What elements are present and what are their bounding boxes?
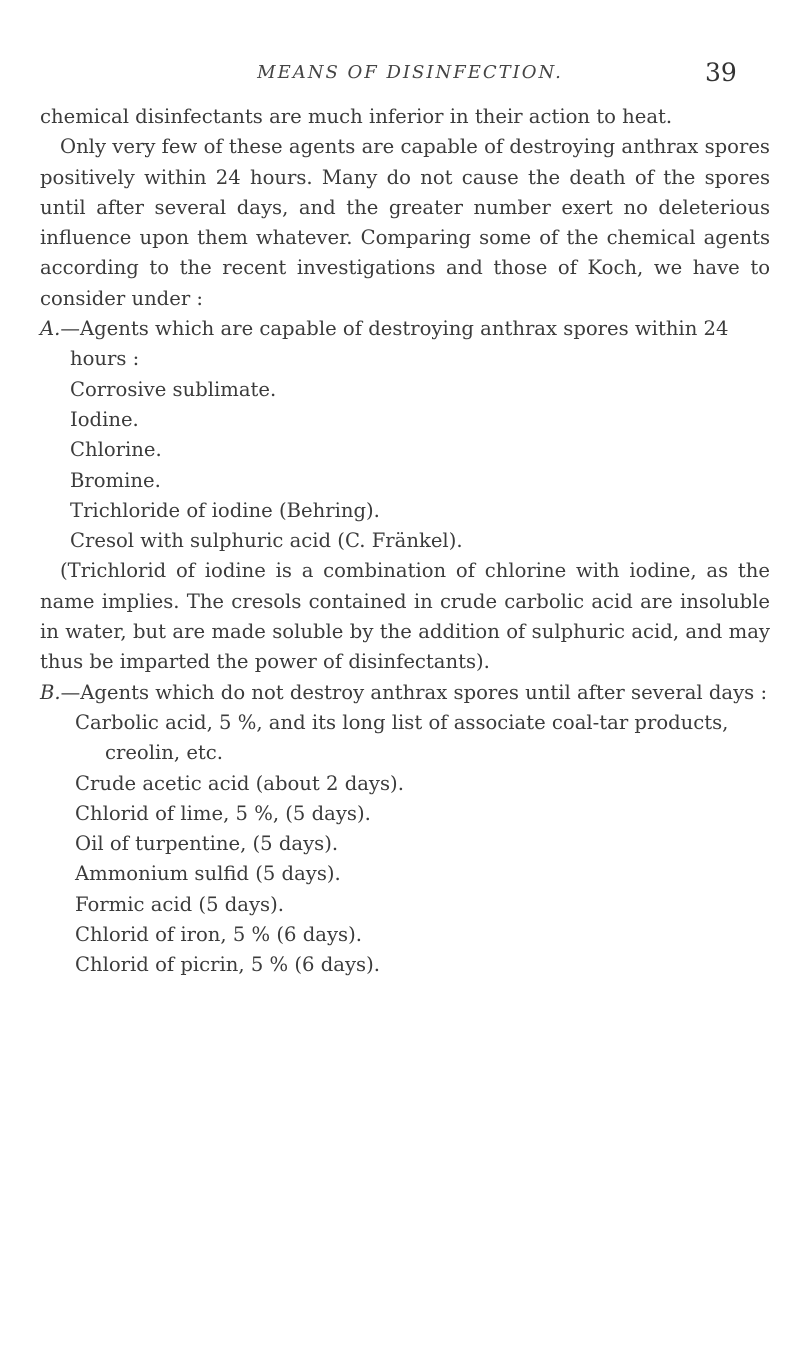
running-title: MEANS OF DISINFECTION. xyxy=(257,62,563,83)
section-b-label: B. xyxy=(40,680,61,704)
list-item: Chlorine. xyxy=(70,438,162,462)
list-item: Chlorid of lime, 5 %, (5 days). xyxy=(75,801,371,825)
section-b-list xyxy=(40,708,770,981)
section-a-heading-text: —Agents which are capable of destroying anthrax spores within 24 hours : xyxy=(60,317,729,371)
section-a-heading xyxy=(40,314,770,375)
list-item: Formic acid (5 days). xyxy=(75,892,284,916)
section-a-label: A. xyxy=(40,317,61,341)
list-item: Iodine. xyxy=(70,407,139,431)
list-item: Trichloride of iodine (Behring). xyxy=(70,498,380,522)
list-item: Crude acetic acid (about 2 days). xyxy=(75,771,404,795)
paragraph-note: (Trichlorid of iodine is a combination of chlorine with iodine, as the name implies. The cresols contained in crude carbolic acid are insoluble in water, but are made soluble by the addition of sulphuric acid, and may thus be imparted the power of disinfectants). xyxy=(40,559,770,674)
list-item: Chlorid of iron, 5 % (6 days). xyxy=(75,923,362,947)
paragraph-anthrax-agents: Only very few of these agents are capable of destroying anthrax spores positively within 24 hours. Many do not cause the death of the spores until after several days, and the greater number exert no deleterious influence upon them whatever. Comparing some of the chemical agents according to the recent investigations and those of Koch, we have to consider under : xyxy=(40,135,770,310)
list-item: Chlorid of picrin, 5 % (6 days). xyxy=(75,953,380,977)
list-item: Bromine. xyxy=(70,468,161,492)
section-b-heading-text: —Agents which do not destroy anthrax spores until after several days : xyxy=(60,680,768,704)
list-item: Ammonium sulfid (5 days). xyxy=(75,862,341,886)
section-b-heading xyxy=(40,678,770,708)
list-item: Carbolic acid, 5 %, and its long list of associate coal-tar products, creolin, etc. xyxy=(75,710,729,765)
list-item: Corrosive sublimate. xyxy=(70,377,277,401)
body-text xyxy=(40,102,770,981)
page-number: 39 xyxy=(705,58,737,87)
list-item: Oil of turpentine, (5 days). xyxy=(75,832,339,856)
list-item: Cresol with sulphuric acid (C. Fränkel). xyxy=(70,529,463,553)
paragraph-continuation: chemical disinfectants are much inferior in their action to heat. xyxy=(40,105,673,128)
